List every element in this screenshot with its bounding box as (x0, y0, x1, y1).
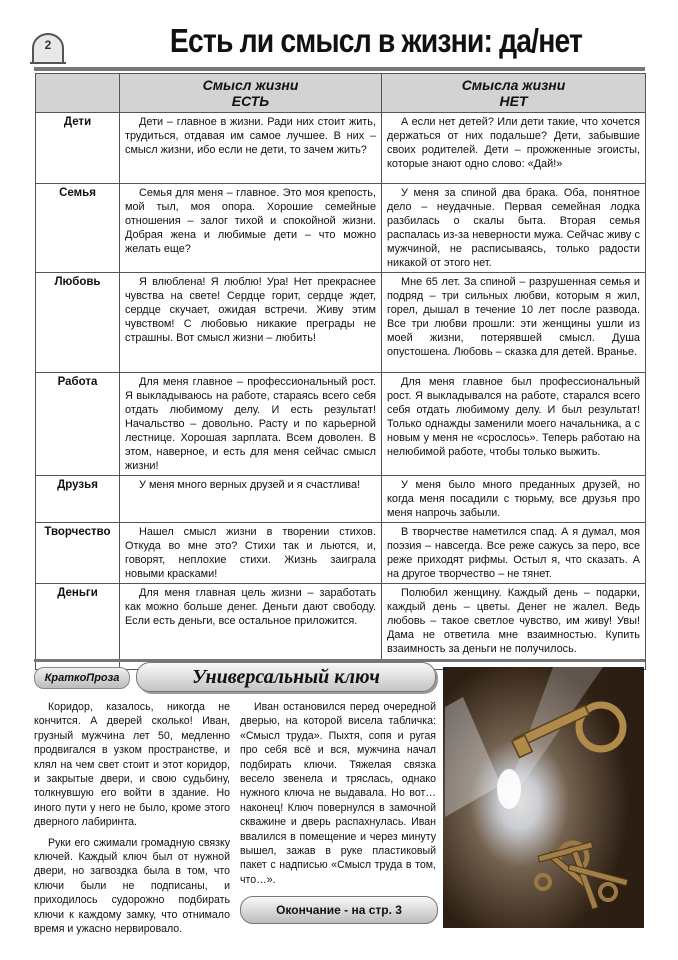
row-yes-text: Для меня главное – профессиональный рост. Я выкладываюсь на работе, стараясь всего себя отдать любимому делу. И есть результат! Начальство – довольно. Расту и по карьерной лестнице. Хорошая зарплата. Всем доволен. В этом, наверное, и есть для меня сейчас смысл жизни! (120, 373, 382, 476)
row-no-text: Мне 65 лет. За спиной – разрушенная семья и подряд – три сильных любви, которым я жил, горел, дышал в течение 10 лет после развода. Все три любви прошли: эти женщины ушли из моей жизни, потерявшей смысл. Душа опустошена. Любовь – сказка для детей. Вранье. (382, 273, 646, 373)
page-number: 2 (44, 38, 52, 52)
column-header-no-line2: НЕТ (499, 93, 528, 109)
keys-photo (443, 667, 644, 928)
row-category: Любовь (36, 273, 120, 373)
story-paragraph: Руки его сжимали громадную связку ключей. Каждый ключ был от нужной двери, но загвоздка была в том, что ключи были не подписаны, и приходилось судорожно подбирать ключи к каждому замку, что отнимало время и ужасно нервировало. (34, 836, 230, 936)
row-no-text: Для меня главное был профессиональный рост. Я выкладывался на работе, старался всего себя отдать любимому делу. И был результат! Только однажды заменили моего начальника, а с новым у меня не «срослось». Теперь работаю на нелюбимой работе, чтобы только выжить. (382, 373, 646, 476)
row-yes-text: У меня много верных друзей и я счастлива! (120, 476, 382, 523)
row-category: Деньги (36, 584, 120, 670)
header-divider (34, 67, 645, 71)
row-category: Семья (36, 184, 120, 273)
story-paragraph: Коридор, казалось, никогда не кончится. А дверей сколько! Иван, грузный мужчина лет 50, медленно продвигался в узком пространстве, и клял на чем свет стоит и этот коридор, и закрытые двери, и свою судьбину, толкнувшую его войти в здание. Но иного пути у него не было, кроме этого дверного лабиринта. (34, 701, 230, 829)
table-row (36, 523, 646, 584)
row-yes-text: Я влюблена! Я люблю! Ура! Нет прекраснее чувства на свете! Сердце горит, сердце ждет, сердце скучает, ожидая встречи. Живу этим чувством! С любовью никакие преграды не страшны. Вот смысл жизни – любить! (120, 273, 382, 373)
row-no-text: У меня за спиной два брака. Оба, понятное дело – неудачные. Первая семейная лодка разбилась о скалы быта. Вторая семья распалась из-за неверности мужа. Сейчас живу с мужчиной, не расписываясь, только радости никакой от этого нет. (382, 184, 646, 273)
story-title: Универсальный ключ (136, 662, 436, 692)
table-header-row (36, 74, 646, 113)
story-paragraph: Иван остановился перед очередной дверью, на которой висела табличка: «Смысл труда». Пыхтя, сопя и ругая про себя всё и вся, мужчина начал подбирать ключи. Тяжелая связка весело звенела и тряслась, однако нужного ключа не выдавала. Но вот… наконец! Ключ повернулся в замочной скважине и дверь распахнулась. Иван ввалился в помещение и через минуту вышел, зажав в руке пластиковый пакет с надписью «Смысл труда в том, что…». (240, 701, 436, 886)
row-yes-text: Семья для меня – главное. Это моя крепость, мой тыл, моя опора. Хорошие семейные отношения – залог тихой и спокойной жизни. Добрая жена и любимые дети – что можно желать еще? (120, 184, 382, 273)
story-column-2 (240, 700, 436, 887)
column-header-yes (120, 74, 382, 113)
row-yes-text: Нашел смысл жизни в творении стихов. Откуда во мне это? Стихи так и льются, и, говорят, неплохие стихи. Жизнь заиграла новыми красками! (120, 523, 382, 584)
row-category: Друзья (36, 476, 120, 523)
table-row (36, 584, 646, 670)
row-category: Творчество (36, 523, 120, 584)
row-no-text: В творчестве наметился спад. А я думал, моя поэзия – навсегда. Все реже сажусь за перо, все реже приходят рифмы. Остыл я, что сказать. А на другое творчество – не тянет. (382, 523, 646, 584)
table-row (36, 113, 646, 184)
comparison-table (35, 73, 646, 670)
section-tag: КраткоПроза (34, 667, 130, 689)
row-category: Дети (36, 113, 120, 184)
column-header-no (382, 74, 646, 113)
row-yes-text: Дети – главное в жизни. Ради них стоит жить, трудиться, отдавая им самое лучшее. В них – смысл жизни, ибо если не дети, то зачем жить? (120, 113, 382, 184)
table-row (36, 373, 646, 476)
row-no-text: А если нет детей? Или дети такие, что хочется держаться от них подальше? Дети, забывшие своих родителей. Дети – прожженные эгоисты, которые знают одно слово: «Дай!» (382, 113, 646, 184)
column-header-yes-line2: ЕСТЬ (231, 93, 270, 109)
column-header-yes-line1: Смысл жизни (202, 77, 299, 93)
row-yes-text: Для меня главная цель жизни – заработать как можно больше денег. Деньги дают свободу. Если есть деньги, все остальное приложится. (120, 584, 382, 670)
continuation-note[interactable]: Окончание - на стр. 3 (240, 896, 438, 924)
table-corner-cell (36, 74, 120, 113)
row-no-text: Полюбил женщину. Каждый день – подарки, каждый день – цветы. Денег не жалел. Ведь любовь – такое светлое чувство, им живу! Увы! Дама не ответила мне взаимностью. Купить взаимность за деньги не получилось. (382, 584, 646, 670)
story-column-1 (34, 700, 230, 937)
table-row (36, 184, 646, 273)
table-row (36, 476, 646, 523)
page-title: Есть ли смысл в жизни: да/нет (169, 22, 583, 59)
row-category: Работа (36, 373, 120, 476)
column-header-no-line1: Смысла жизни (461, 77, 566, 93)
table-row (36, 273, 646, 373)
row-no-text: У меня было много преданных друзей, но когда меня посадили с тюрьму, все друзья про меня напрочь забыли. (382, 476, 646, 523)
